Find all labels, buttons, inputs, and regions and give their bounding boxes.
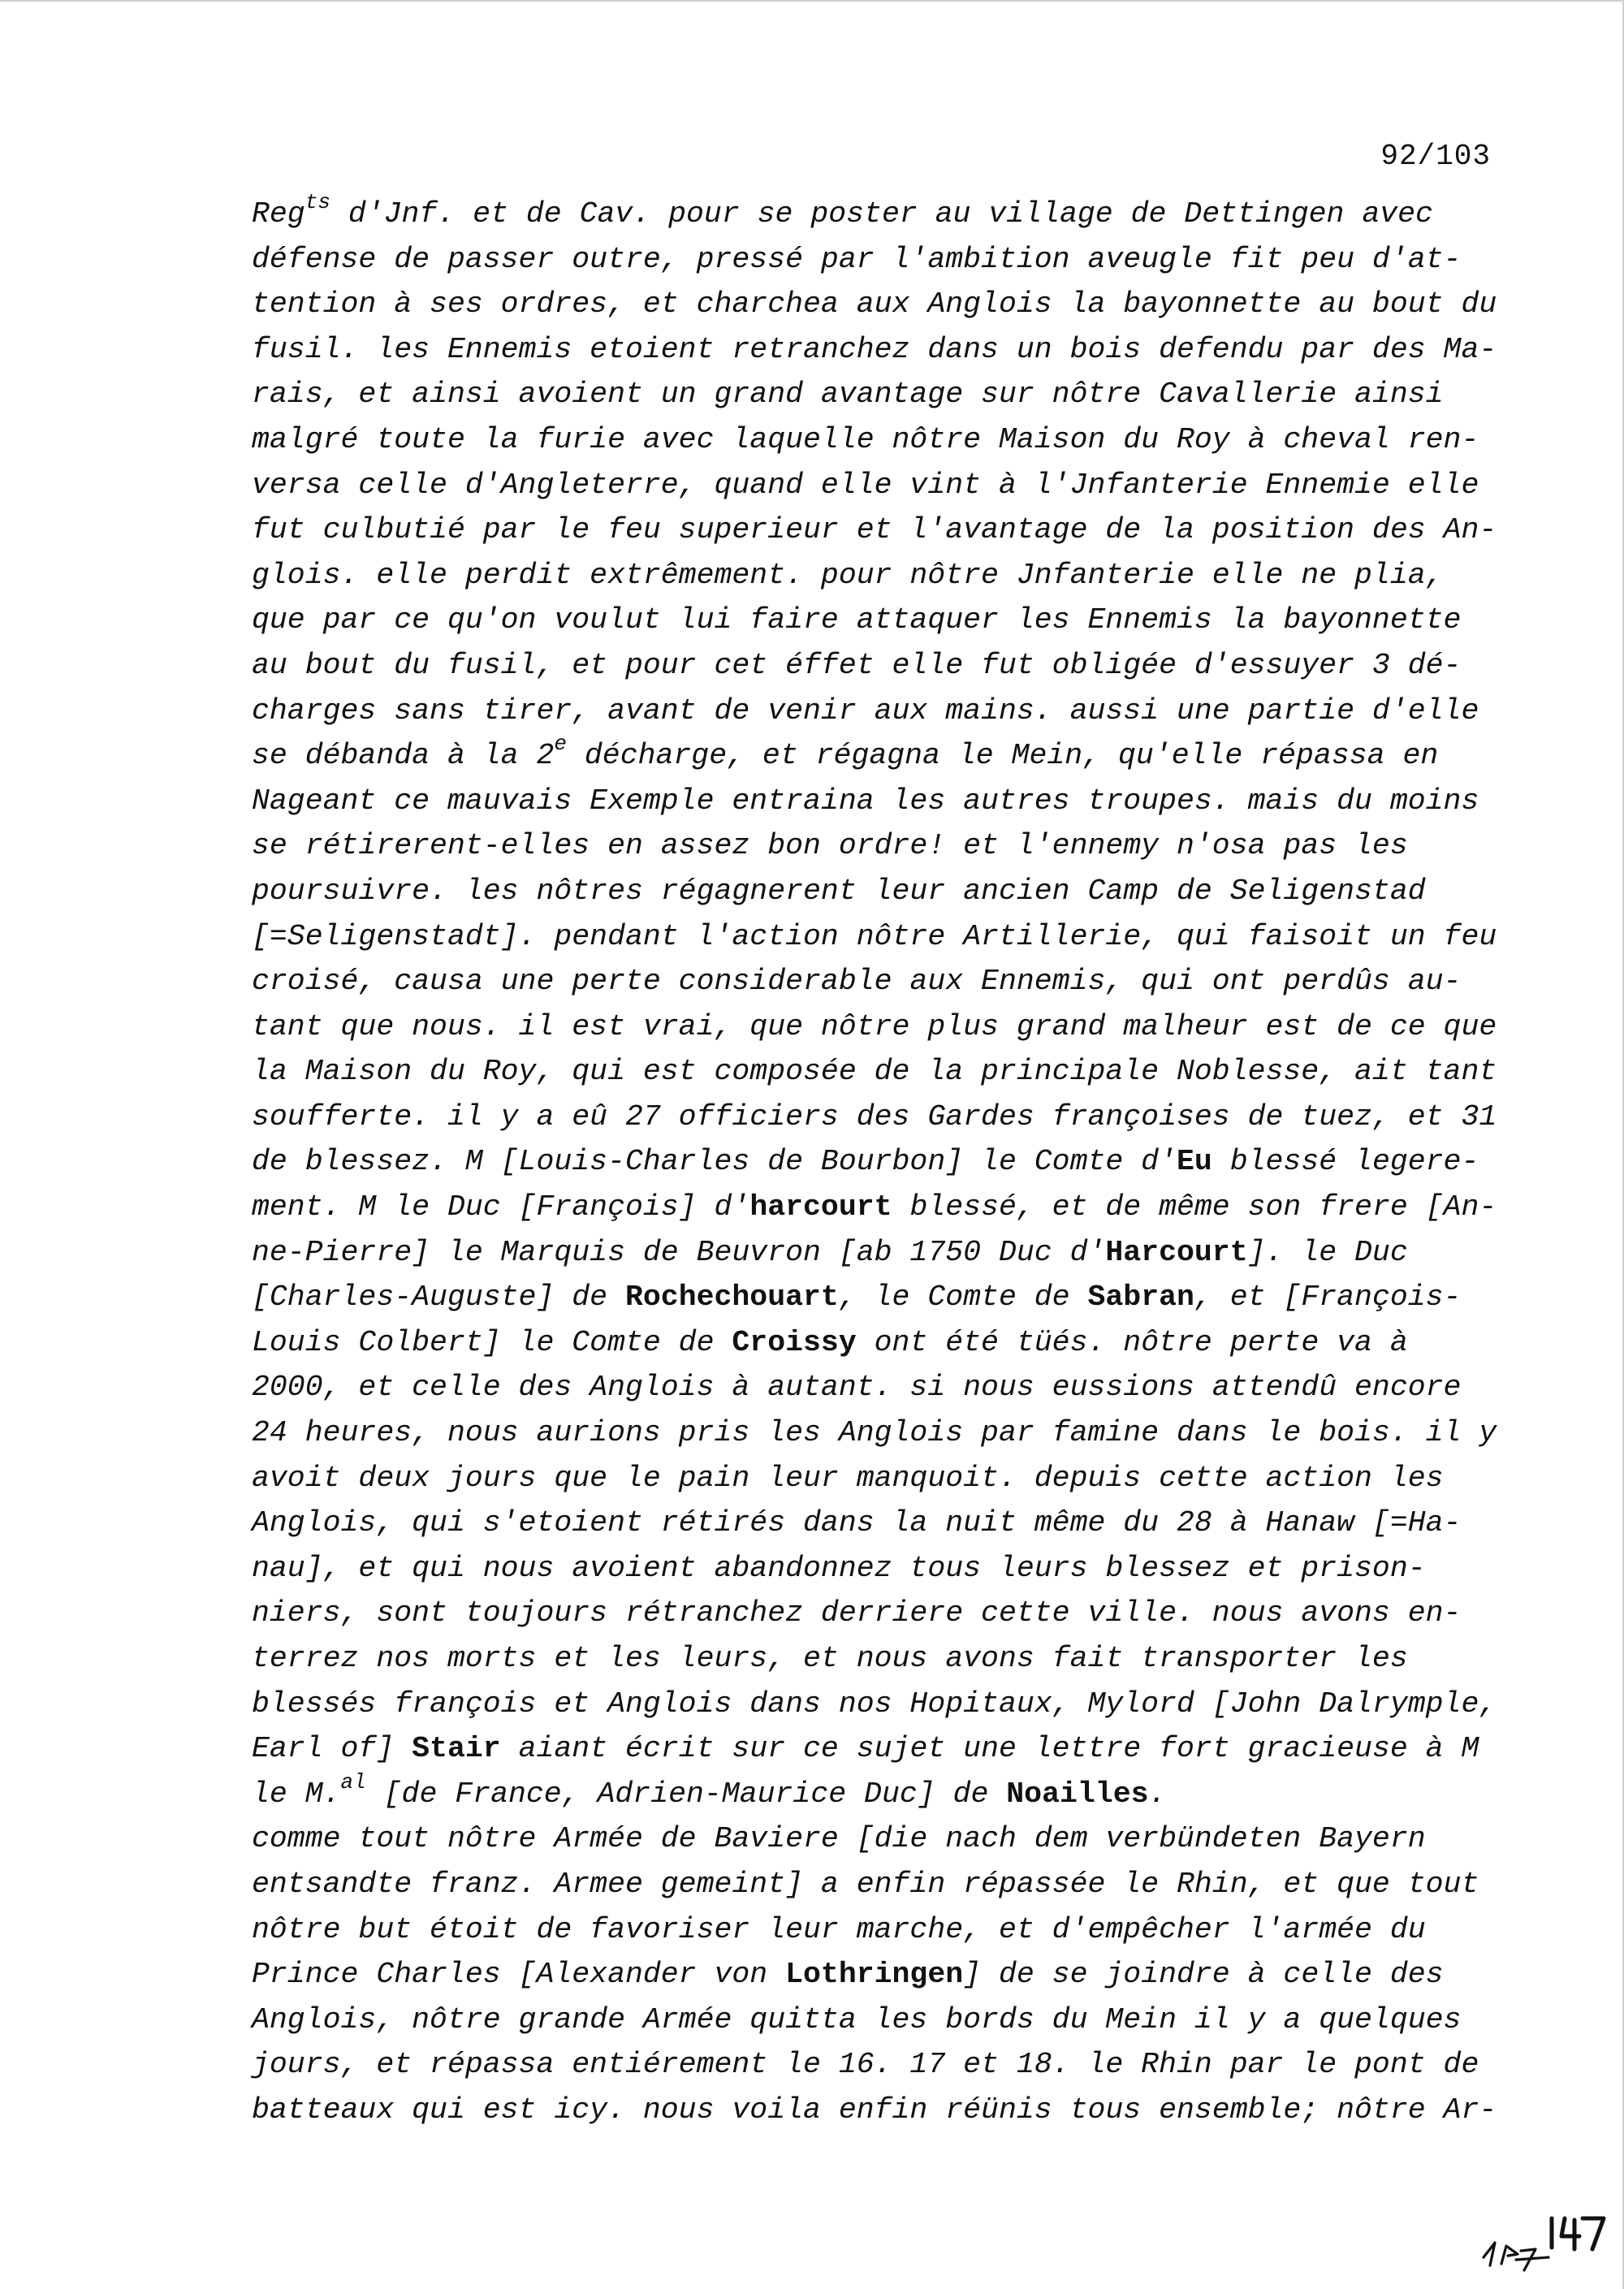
text-segment: aiant écrit sur ce sujet une lettre fort gracieuse à M [500,1732,1479,1766]
text-segment: fut culbutié par le feu superieur et l'avantage de la position des An- [252,513,1497,547]
transcription-body [252,189,1502,2133]
superscript: e [554,731,567,756]
text-segment: entsandte franz. Armee gemeint] a enfin répassée le Rhin, et que tout [252,1867,1479,1901]
text-line [252,1952,1502,1997]
superscript: ts [304,189,330,214]
text-line [252,327,1502,373]
text-segment: Anglois, nôtre grande Armée quitta les bords du Mein il y a quelques [252,2002,1462,2036]
text-segment: comme tout nôtre Armée de Baviere [die nach dem verbündeten Bayern [252,1822,1426,1856]
text-line [252,1320,1502,1366]
text-segment: glois. elle perdit extrêmement. pour nôtre Jnfanterie elle ne plia, [252,558,1444,592]
text-segment: Prince Charles [Alexander von [252,1958,786,1992]
text-line [252,643,1502,689]
text-line [252,1049,1502,1095]
text-segment: ne-Pierre] le Marquis de Beuvron [ab 1750 Duc d' [252,1235,1106,1269]
text-line [252,1456,1502,1501]
text-line [252,282,1502,327]
bold-name: Sabran [1087,1281,1194,1315]
text-line [252,1185,1502,1230]
text-segment: croisé, causa une perte considerable aux Ennemis, qui ont perdûs au- [252,965,1462,999]
text-line [252,1275,1502,1320]
text-segment: Earl of] [252,1732,412,1766]
text-line [252,1095,1502,1140]
text-line [252,2088,1502,2133]
text-segment: nau], et qui nous avoient abandonnez tous leurs blessez et prison- [252,1551,1426,1585]
text-segment: malgré toute la furie avec laquelle nôtre Maison du Roy à cheval ren- [252,422,1479,456]
text-segment: [de France, Adrien-Maurice Duc] de [365,1777,1007,1811]
text-line [252,689,1502,734]
text-segment: Nageant ce mauvais Exemple entraina les autres troupes. mais du moins [252,784,1479,818]
text-line [252,372,1502,417]
text-segment: [Charles-Auguste] de [252,1281,625,1315]
text-segment: la Maison du Roy, qui est composée de la principale Noblesse, ait tant [252,1055,1497,1089]
text-segment: . [1148,1777,1167,1811]
text-line [252,1004,1502,1050]
text-line [252,2042,1502,2088]
text-segment: batteaux qui est icy. nous voila enfin réünis tous ensemble; nôtre Ar- [252,2092,1497,2127]
text-line [252,1769,1502,1817]
bold-name: Rochechouart [624,1281,839,1315]
bold-name: harcourt [749,1190,892,1224]
pencil-folio-number [1484,2243,1548,2270]
text-segment: , le Comte de [838,1281,1088,1315]
text-segment: poursuivre. les nôtres régagnerent leur ancien Camp de Seligenstad [252,874,1426,908]
text-line [252,1997,1502,2043]
bold-name: Lothringen [785,1958,964,1992]
text-segment: ]. le Duc [1247,1235,1408,1269]
text-segment: tant que nous. il est vrai, que nôtre plus grand malheur est de ce que [252,1009,1497,1043]
bold-name: Noailles [1006,1777,1149,1811]
text-segment: ment. M le Duc [François] d' [252,1190,750,1224]
text-segment: avoit deux jours que le pain leur manquoit. depuis cette action les [252,1461,1444,1495]
text-line [252,553,1502,598]
text-line [252,189,1502,237]
text-line [252,1816,1502,1862]
text-line [252,417,1502,463]
text-line [252,1230,1502,1276]
text-line [252,823,1502,869]
text-segment: défense de passer outre, pressé par l'ambition aveugle fit peu d'at- [252,242,1462,276]
text-line [252,1410,1502,1456]
text-line [252,1862,1502,1907]
text-segment: fusil. les Ennemis etoient retranchez dans un bois defendu par des Ma- [252,332,1497,366]
text-segment: , et [François- [1194,1281,1462,1315]
text-segment: 2000, et celle des Anglois à autant. si nous eussions attendû encore [252,1371,1462,1405]
text-line [252,1682,1502,1727]
text-segment: se rétirerent-elles en assez bon ordre! et l'ennemy n'osa pas les [252,829,1408,863]
text-line [252,869,1502,914]
text-line [252,463,1502,508]
page-number: 92/103 [1380,140,1491,173]
text-segment: niers, sont toujours rétranchez derriere cette ville. nous avons en- [252,1596,1462,1630]
bold-name: Eu [1177,1145,1212,1179]
text-line [252,507,1502,553]
text-line [252,1139,1502,1185]
text-segment: le M. [252,1777,341,1811]
text-segment: se débanda à la 2 [252,739,555,773]
text-line [252,1501,1502,1546]
text-line [252,598,1502,643]
text-line [252,1546,1502,1592]
text-segment: [=Seligenstadt]. pendant l'action nôtre Artillerie, qui faisoit un feu [252,919,1497,953]
text-segment: blessé, et de même son frere [An- [892,1190,1497,1224]
text-segment: versa celle d'Angleterre, quand elle vint à l'Jnfanterie Ennemie elle [252,468,1479,502]
text-line [252,1907,1502,1953]
text-line [252,779,1502,824]
text-line [252,1726,1502,1772]
text-segment: Anglois, qui s'etoient rétirés dans la nuit même du 28 à Hanaw [=Ha- [252,1506,1462,1540]
bold-name: Croissy [732,1325,857,1359]
text-segment: ont été tüés. nôtre perte va à [856,1325,1408,1359]
text-segment: tention à ses ordres, et charchea aux Anglois la bayonnette au bout du [252,287,1497,322]
text-line [252,237,1502,283]
text-segment: ] de se joindre à celle des [963,1958,1444,1992]
text-segment: de blessez. M [Louis-Charles de Bourbon] le Comte d' [252,1145,1177,1179]
text-segment: au bout du fusil, et pour cet éffet elle fut obligée d'essuyer 3 dé- [252,648,1462,682]
text-segment: d'Jnf. et de Cav. pour se poster au village de Dettingen avec [330,197,1433,231]
text-segment: soufferte. il y a eû 27 officiers des Gardes françoises de tuez, et 31 [252,1099,1497,1134]
text-segment: terrez nos morts et les leurs, et nous avons fait transporter les [252,1642,1408,1675]
text-line [252,914,1502,960]
text-segment: Reg [252,197,305,231]
archive-folio-marks [1474,2200,1620,2274]
text-line [252,959,1502,1004]
text-line [252,1365,1502,1410]
text-line [252,1636,1502,1682]
text-segment: décharge, et régagna le Mein, qu'elle répassa en [566,739,1439,773]
text-segment: blessés françois et Anglois dans nos Hopitaux, Mylord [John Dalrymple, [252,1687,1497,1721]
stamped-folio-number [1552,2218,1604,2249]
text-segment: nôtre but étoit de favoriser leur marche, et d'empêcher l'armée du [252,1912,1426,1946]
text-line [252,1591,1502,1636]
text-segment: jours, et répassa entiérement le 16. 17 et 18. le Rhin par le pont de [252,2048,1479,2082]
text-segment: que par ce qu'on voulut lui faire attaquer les Ennemis la bayonnette [252,603,1462,637]
text-line [252,733,1502,779]
text-segment: rais, et ainsi avoient un grand avantage sur nôtre Cavallerie ainsi [252,378,1444,412]
text-segment: Louis Colbert] le Comte de [252,1325,732,1359]
bold-name: Stair [412,1732,501,1766]
text-segment: charges sans tirer, avant de venir aux mains. aussi une partie d'elle [252,693,1479,728]
superscript: al [340,1769,366,1794]
text-segment: blessé legere- [1212,1145,1479,1179]
bold-name: Harcourt [1105,1235,1248,1269]
text-segment: 24 heures, nous aurions pris les Anglois par famine dans le bois. il y [252,1416,1497,1450]
